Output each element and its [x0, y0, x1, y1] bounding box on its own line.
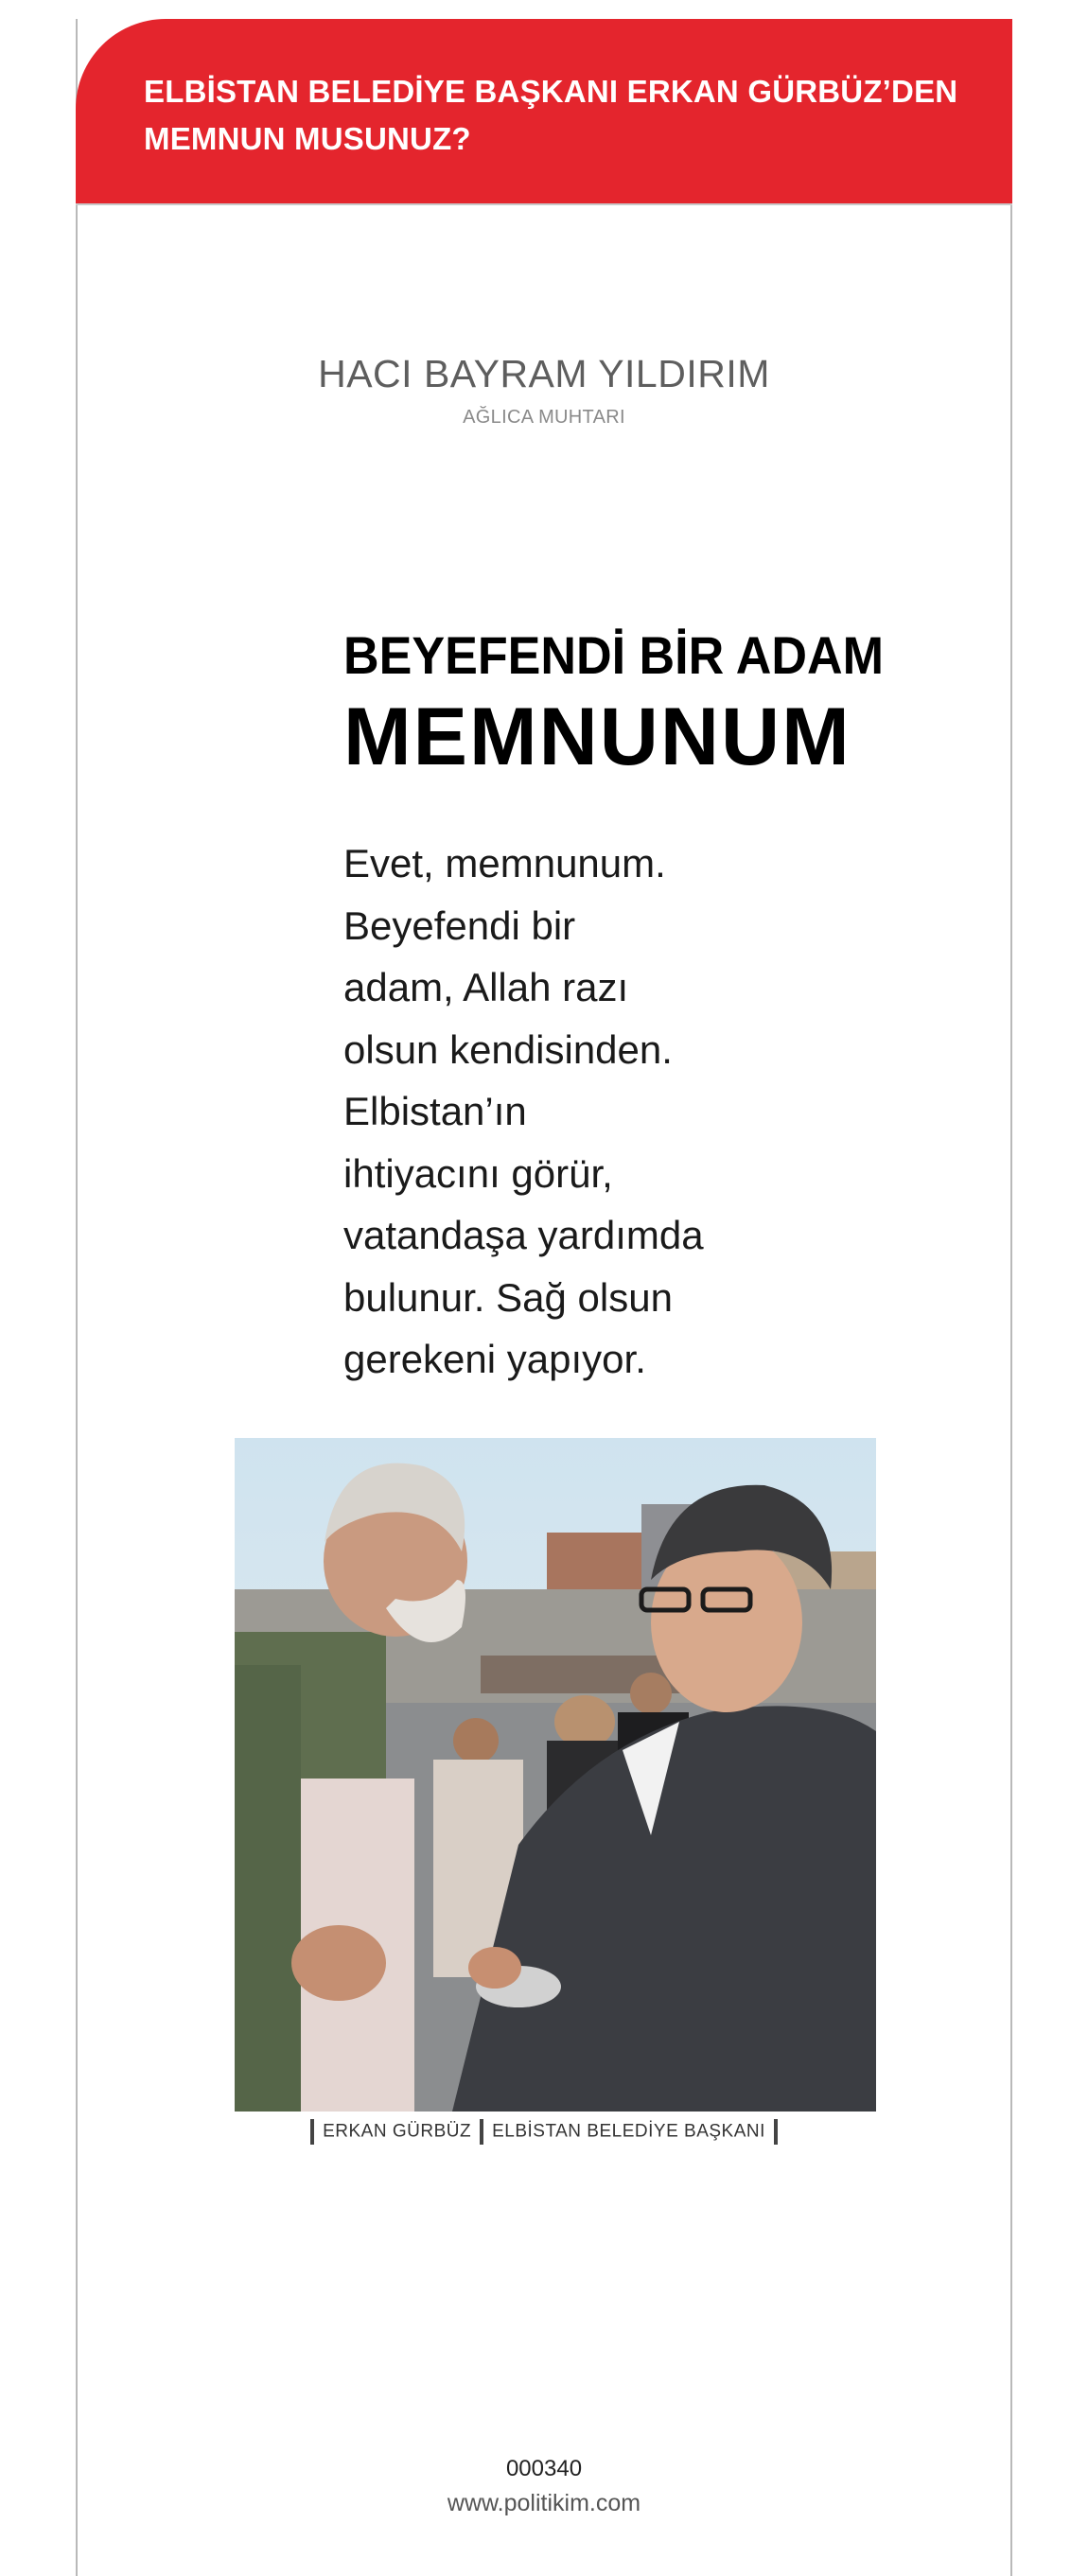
- quote-line: adam, Allah razı: [343, 965, 629, 1009]
- quote-text: [343, 832, 741, 1391]
- person-role: AĞLICA MUHTARI: [463, 407, 625, 428]
- banner-title: [144, 68, 995, 163]
- photo: [235, 1438, 876, 2112]
- quote-line: ihtiyacını görür,: [343, 1150, 613, 1196]
- quote-line: olsun kendisinden.: [343, 1026, 673, 1072]
- quote-line: Elbistan’ın: [343, 1089, 527, 1133]
- caption-divider: [310, 2119, 314, 2145]
- banner-title-line2: MEMNUN MUSUNUZ?: [144, 121, 471, 156]
- footer-url[interactable]: www.politikim.com: [447, 2490, 641, 2516]
- caption-name: ERKAN GÜRBÜZ: [323, 2121, 472, 2142]
- quote-line: Beyefendi bir: [343, 902, 576, 948]
- caption-title: ELBİSTAN BELEDİYE BAŞKANI: [492, 2121, 765, 2142]
- quote-line: Evet, memnunum.: [343, 841, 666, 885]
- banner-title-line1: ELBİSTAN BELEDİYE BAŞKANI ERKAN GÜRBÜZ’DEN: [144, 74, 958, 109]
- headline-line2: MEMNUNUM: [343, 692, 851, 782]
- caption-divider: [774, 2119, 778, 2145]
- headline-line1: BEYEFENDİ BİR ADAM: [343, 625, 884, 685]
- quote-line: bulunur. Sağ olsun: [343, 1274, 673, 1320]
- person-name: HACI BAYRAM YILDIRIM: [318, 352, 770, 395]
- quote-line: gerekeni yapıyor.: [343, 1337, 646, 1381]
- quote-line: vatandaşa yardımda: [343, 1213, 704, 1257]
- header-banner: [76, 19, 1012, 205]
- caption-divider: [480, 2119, 483, 2145]
- photo-caption: [0, 2119, 1088, 2145]
- footer-id: 000340: [505, 2456, 583, 2481]
- photo-illustration: [235, 1438, 876, 2112]
